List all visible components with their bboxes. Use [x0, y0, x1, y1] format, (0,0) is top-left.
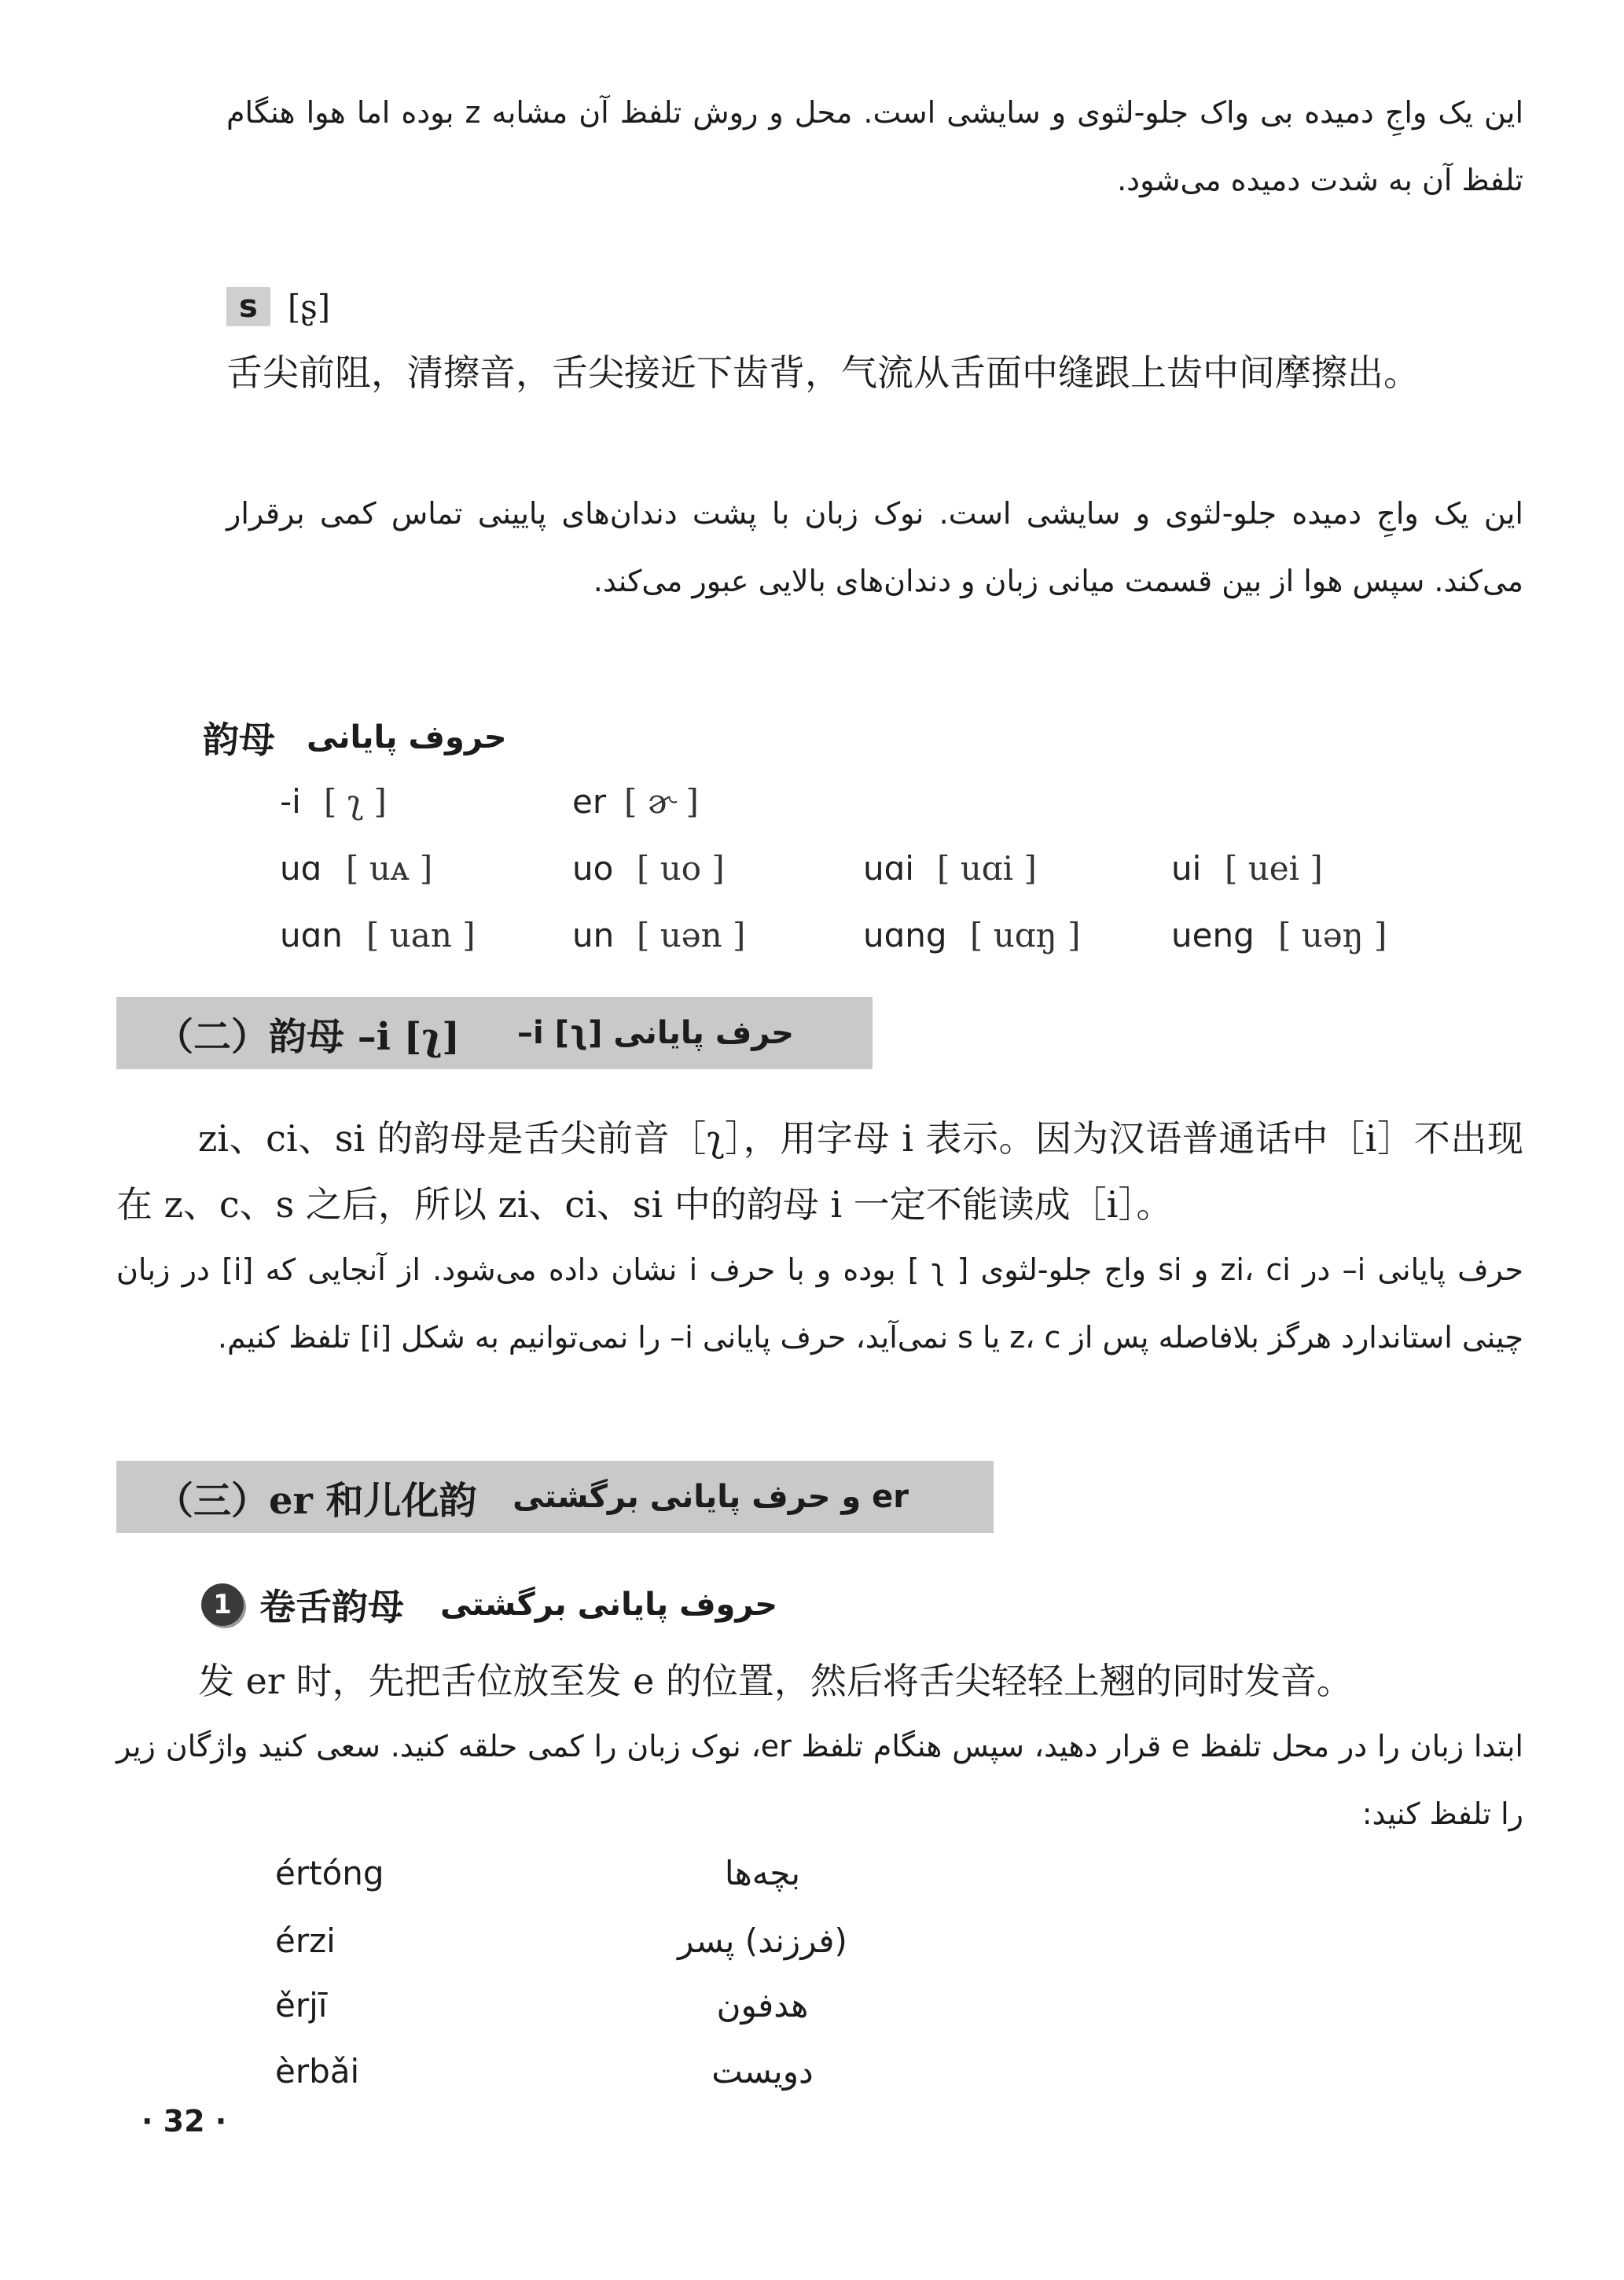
section-2-title-zh: （二）韵母 –i [ʅ]	[156, 1014, 461, 1059]
finals-heading-fa: حروف پایانی	[307, 719, 507, 756]
final-pinyin: uo	[572, 849, 614, 888]
s-letter-box: s	[226, 287, 270, 326]
final-ipa: [ ɚ ]	[624, 782, 699, 821]
section-2-paragraph-zh: zi、ci、si 的韵母是舌尖前音［ʅ］，用字母 i 表示。因为汉语普通话中［i］不出现在 z、c、s 之后，所以 zi、ci、si 中的韵母 i 一定不能读成［i］。	[116, 1117, 1523, 1226]
section-2-title-fa: حرف پایانی [ʅ] i–	[516, 1015, 794, 1051]
word-translation: دویست	[711, 2052, 814, 2091]
final-ipa: [ uᴀ ]	[346, 849, 433, 888]
s-description-zh: 舌尖前阻，清擦音，舌尖接近下齿背，气流从舌面中缝跟上齿中间摩擦出。	[226, 351, 1420, 394]
final-pinyin: -i	[280, 782, 301, 821]
subheading-zh: 卷舌韵母	[259, 1586, 404, 1628]
s-ipa: [ʂ]	[287, 287, 331, 326]
finals-row-2	[0, 849, 1624, 896]
final-pinyin: uɑ	[280, 849, 322, 888]
final-ipa: [ ʅ ]	[324, 782, 387, 821]
final-ipa: [ uɑi ]	[937, 849, 1037, 888]
final-pinyin: er	[572, 782, 607, 821]
section-3-title-fa: er و حرف پایانی برگشتی	[513, 1479, 909, 1515]
final-pinyin: ui	[1171, 849, 1202, 888]
word-translation: بچه‌ها	[724, 1854, 801, 1892]
finals-row-3	[0, 916, 1624, 963]
word-pinyin: èrbǎi	[275, 2052, 360, 2091]
section-2-heading	[116, 997, 873, 1069]
final-ipa: [ uɑŋ ]	[970, 916, 1081, 954]
word-pinyin: érzi	[275, 1921, 336, 1960]
s-description-fa: این یک واجِ دمیده جلو-لثوی و سایشی است. نوک زبان با پشت دندان‌های پایینی تماس کمی برقرار می‌کند. سپس هوا از بین قسمت میانی زبان و دندان‌های بالایی عبور می‌کند.	[226, 496, 1523, 598]
final-ipa: [ uəŋ ]	[1278, 916, 1387, 954]
section-3-paragraph-zh: 发 er 时，先把舌位放至发 e 的位置，然后将舌尖轻轻上翘的同时发音。	[198, 1660, 1353, 1702]
final-pinyin: ueng	[1171, 916, 1255, 954]
word-translation: (فرزند) پسر	[678, 1921, 847, 1960]
final-pinyin: un	[572, 916, 615, 954]
section-3-paragraph-fa: ابتدا زبان را در محل تلفظ e قرار دهید، سپس هنگام تلفظ er، نوک زبان را کمی حلقه کنید. سعی کنید واژگان زیر را تلفظ کنید:	[116, 1729, 1523, 1831]
final-pinyin: uɑi	[863, 849, 914, 888]
subheading-1	[201, 1579, 777, 1631]
section-3-title-zh: （三）er 和儿化韵	[156, 1478, 477, 1523]
final-pinyin: uɑng	[863, 916, 947, 954]
finals-heading	[203, 712, 507, 763]
s-letter-label	[226, 285, 330, 329]
final-ipa: [ uo ]	[637, 849, 725, 888]
final-ipa: [ uei ]	[1225, 849, 1323, 888]
final-ipa: [ uən ]	[637, 916, 746, 954]
subheading-number-badge: 1	[201, 1583, 244, 1626]
section-3-heading	[116, 1461, 994, 1533]
final-ipa: [ uan ]	[366, 916, 476, 954]
page-number: · 32 ·	[141, 2104, 227, 2138]
word-pinyin: ěrjī	[275, 1986, 328, 2024]
final-pinyin: uɑn	[280, 916, 343, 954]
finals-row-1	[0, 782, 1624, 829]
section-2-paragraph-fa: حرف پایانی i– در zi، ci و si واج جلو-لثوی [ ʅ ] بوده و با حرف i نشان داده می‌شود. از آنجایی که [i] در زبان چینی استاندارد هرگز بلافاصله پس از z، c یا s نمی‌آید، حرف پایانی i– را نمی‌توانیم به شکل [i] تلفظ کنیم.	[116, 1252, 1524, 1355]
finals-heading-zh: 韵母	[203, 719, 275, 761]
word-translation: هدفون	[716, 1986, 809, 2024]
c-description-fa: این یک واجِ دمیده بی واک جلو-لثوی و سایشی است. محل و روش تلفظ آن مشابه z بوده اما هوا هنگام تلفظ آن به شدت دمیده می‌شود.	[226, 95, 1524, 197]
subheading-fa: حروف پایانی برگشتی	[440, 1587, 778, 1623]
word-pinyin: értóng	[275, 1854, 384, 1892]
